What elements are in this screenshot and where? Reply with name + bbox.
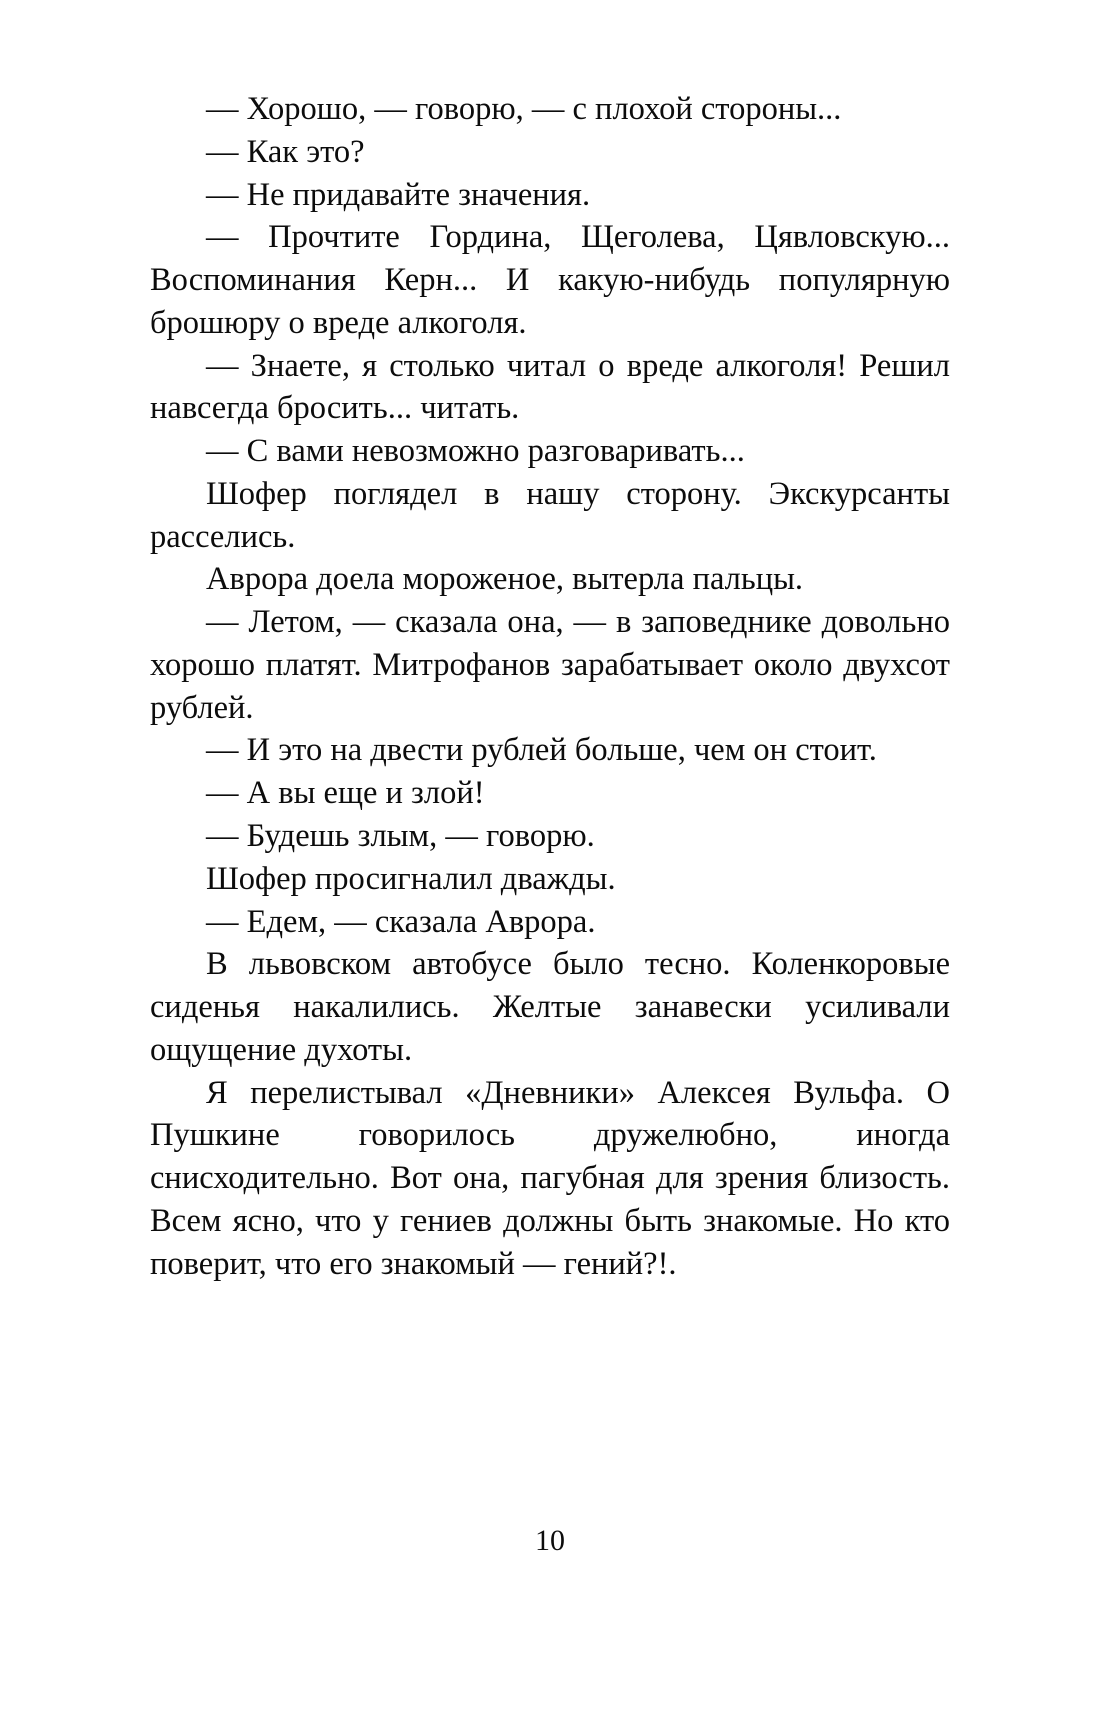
paragraph: Аврора доела мороженое, вытерла пальцы. [206, 561, 804, 598]
paragraph: Я перелистывал «Дневники» Алексея Вульфа. О Пушкине говорилось дружелюбно, иногда снисходительно. Вот она, пагубная для зрения близость. Всем ясно, что у гениев должны быть знакомые. Но кто поверит, что его знакомый — гений?!. [150, 1074, 959, 1282]
paragraph: — Летом, — сказала она, — в заповеднике довольно хорошо платят. Митрофанов зарабатывает около двухсот рублей. [150, 604, 959, 726]
paragraph: Шофер поглядел в нашу сторону. Экскурсанты расселись. [150, 475, 959, 555]
paragraph: Шофер просигналил дважды. [206, 860, 616, 897]
paragraph: — С вами невозможно разговаривать... [206, 433, 745, 470]
paragraph: — А вы еще и злой! [206, 775, 485, 812]
paragraph: — И это на двести рублей больше, чем он стоит. [206, 732, 877, 769]
paragraph: — Прочтите Гордина, Щеголева, Цявловскую... Воспоминания Керн... И какую-нибудь популярную брошюру о вреде алкоголя. [150, 219, 959, 341]
paragraph: — Как это? [206, 133, 365, 170]
paragraph: В львовском автобусе было тесно. Коленкоровые сиденья накалились. Желтые занавески усиливали ощущение духоты. [150, 946, 959, 1068]
page-number: 10 [535, 1524, 565, 1557]
paragraph: — Не придавайте значения. [206, 176, 591, 213]
paragraph: — Хорошо, — говорю, — с плохой стороны... [206, 91, 842, 127]
page-text-body [150, 88, 959, 1285]
paragraph: — Будешь злым, — говорю. [206, 818, 595, 855]
paragraph: — Едем, — сказала Аврора. [206, 903, 596, 940]
paragraph: — Знаете, я столько читал о вреде алкоголя! Решил навсегда бросить... читать. [150, 347, 959, 427]
